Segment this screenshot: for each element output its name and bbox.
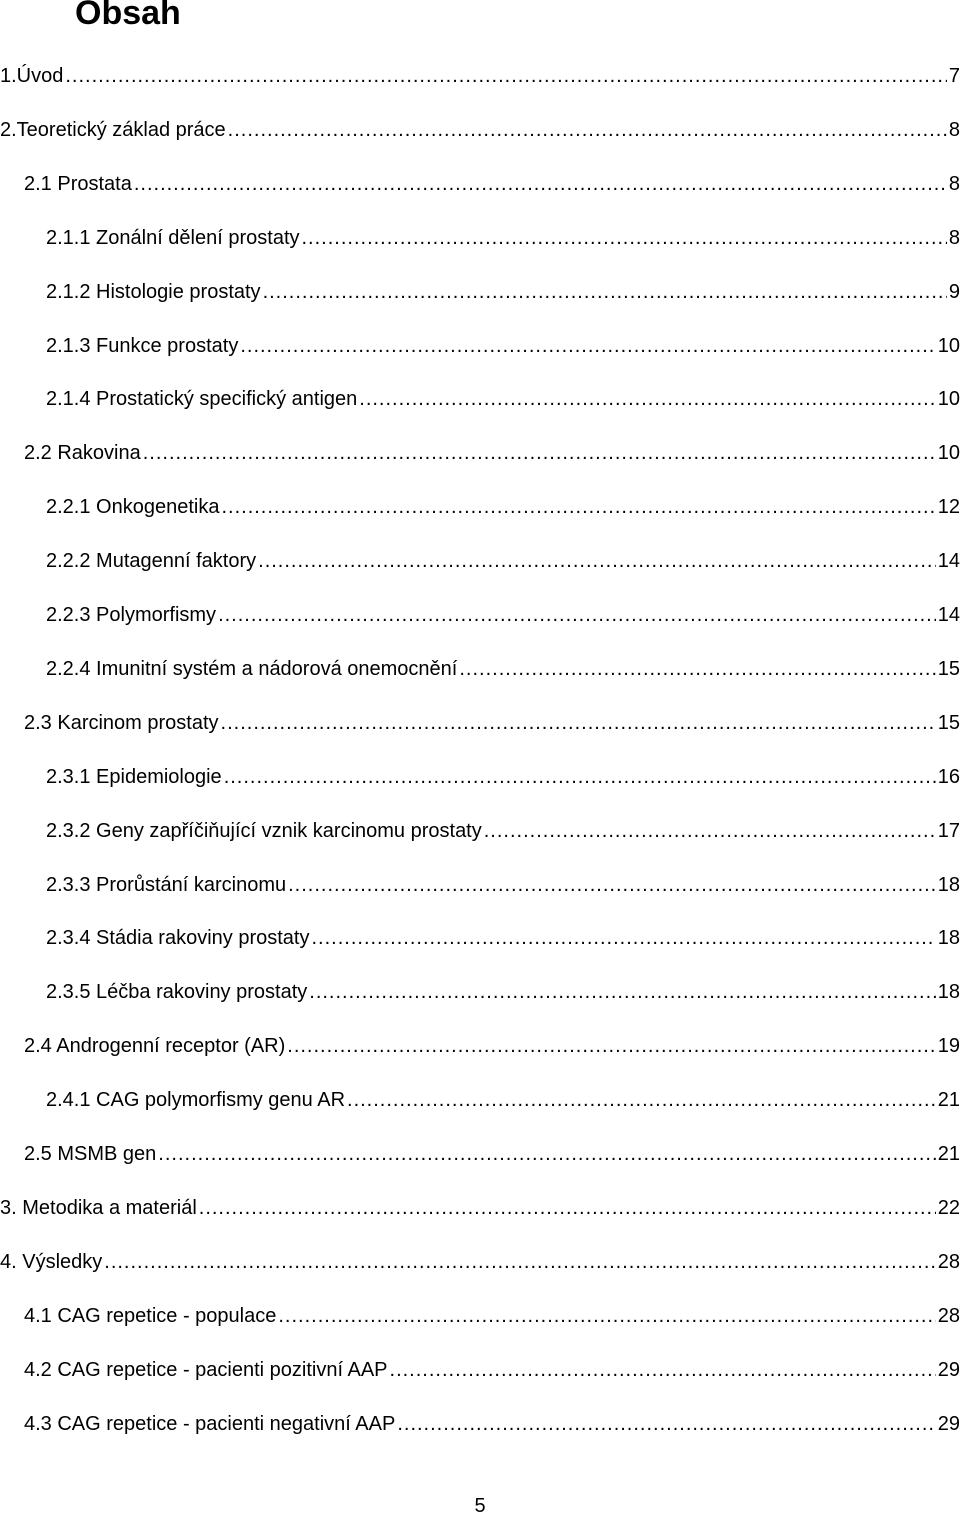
- dot-leader: [287, 1034, 935, 1058]
- toc-entry-label: 2.3.3 Prorůstání karcinomu: [46, 873, 287, 896]
- toc-entry-label: 2.4 Androgenní receptor (AR): [24, 1035, 286, 1058]
- toc-entry-page: 14: [937, 550, 960, 573]
- toc-entry-label: 4.3 CAG repetice - pacienti negativní AAP: [24, 1412, 396, 1435]
- toc-entry-page: 22: [937, 1196, 960, 1219]
- toc-entry-page: 19: [937, 1035, 960, 1058]
- dot-leader: [484, 819, 936, 843]
- toc-entry[interactable]: [46, 926, 960, 950]
- toc-entry[interactable]: [46, 495, 960, 519]
- toc-entry[interactable]: [46, 549, 960, 573]
- toc-entry-page: 9: [948, 280, 960, 303]
- toc-entry[interactable]: [46, 1088, 960, 1112]
- dot-leader: [263, 280, 947, 304]
- toc-entry-page: 10: [937, 388, 960, 411]
- dot-leader: [278, 1304, 935, 1328]
- dot-leader: [309, 980, 935, 1004]
- toc-entry-page: 15: [937, 657, 960, 680]
- toc-entry-page: 14: [937, 604, 960, 626]
- toc-entry-label: 2.2.4 Imunitní systém a nádorová onemocnění: [46, 657, 458, 680]
- dot-leader: [224, 765, 936, 789]
- toc-entry-label: 2.2.1 Onkogenetika: [46, 496, 220, 519]
- toc-entry[interactable]: [24, 441, 960, 465]
- toc-entry[interactable]: [46, 280, 960, 304]
- toc-entry[interactable]: [24, 1034, 960, 1058]
- toc-entry-label: 2.5 MSMB gen: [24, 1143, 157, 1165]
- dot-leader: [228, 118, 947, 142]
- toc-entry[interactable]: [46, 765, 960, 789]
- toc-entry-label: 4.2 CAG repetice - pacienti pozitivní AAP: [24, 1358, 388, 1381]
- dot-leader: [390, 1358, 936, 1382]
- dot-leader: [288, 873, 936, 897]
- toc-entry-label: 2.2.3 Polymorfismy: [46, 604, 217, 626]
- toc-entry-page: 7: [948, 65, 960, 87]
- page-number: 5: [474, 1495, 486, 1517]
- toc-entry-page: 21: [937, 1089, 960, 1112]
- toc-entry[interactable]: [46, 226, 960, 250]
- dot-leader: [459, 657, 935, 681]
- toc-entry-label: 2.3.2 Geny zapříčiňující vznik karcinomu prostaty: [46, 819, 482, 842]
- toc-entry[interactable]: [46, 819, 960, 843]
- toc-entry-label: 4. Výsledky: [0, 1250, 103, 1273]
- toc-entry[interactable]: [0, 1250, 960, 1274]
- toc-entry-page: 21: [937, 1143, 960, 1165]
- toc-entry[interactable]: [24, 711, 960, 735]
- toc-entry-page: 29: [937, 1412, 960, 1435]
- toc-entry-label: 2.2.2 Mutagenní faktory: [46, 550, 257, 573]
- dot-leader: [258, 549, 936, 573]
- toc-entry-label: 4.1 CAG repetice - populace: [24, 1304, 277, 1327]
- dot-leader: [134, 172, 947, 196]
- toc-entry-label: 2.2 Rakovina: [24, 442, 141, 465]
- toc-entry-label: 2.1 Prostata: [24, 172, 132, 195]
- toc-entry-page: 17: [937, 819, 960, 842]
- toc-entry-page: 28: [937, 1304, 960, 1327]
- toc-entry[interactable]: [46, 387, 960, 411]
- toc-entry-label: 2.1.1 Zonální dělení prostaty: [46, 226, 300, 249]
- dot-leader: [311, 926, 935, 950]
- toc-entry[interactable]: [46, 334, 960, 358]
- dot-leader: [218, 603, 936, 627]
- toc-entry-page: 8: [948, 226, 960, 249]
- toc-entry-label: 3. Metodika a materiál: [0, 1196, 197, 1219]
- dot-leader: [302, 226, 947, 250]
- dot-leader: [199, 1196, 936, 1220]
- toc-entry-page: 18: [937, 981, 960, 1004]
- toc-entry-label: 2.3.5 Léčba rakoviny prostaty: [46, 981, 308, 1004]
- dot-leader: [397, 1412, 935, 1436]
- toc-entry-label: 2.3 Karcinom prostaty: [24, 711, 219, 734]
- toc-entry-page: 12: [937, 496, 960, 519]
- toc-entry-page: 15: [937, 711, 960, 734]
- dot-leader: [221, 495, 935, 519]
- toc-entry-label: 1.Úvod: [0, 65, 64, 87]
- toc-entry-label: 2.3.1 Epidemiologie: [46, 765, 222, 788]
- toc-entry[interactable]: [24, 1412, 960, 1436]
- dot-leader: [65, 64, 947, 88]
- page-title: Obsah: [75, 0, 181, 32]
- toc-entry[interactable]: [0, 1196, 960, 1220]
- toc-entry-page: 18: [937, 873, 960, 896]
- dot-leader: [104, 1250, 935, 1274]
- dot-leader: [347, 1088, 936, 1112]
- toc-entry-page: 29: [937, 1358, 960, 1381]
- toc-entry-label: 2.1.3 Funkce prostaty: [46, 334, 239, 357]
- toc-entry[interactable]: [0, 118, 960, 142]
- toc-entry-label: 2.4.1 CAG polymorfismy genu AR: [46, 1089, 346, 1112]
- dot-leader: [143, 441, 936, 465]
- toc-entry-page: 8: [948, 172, 960, 195]
- dot-leader: [359, 387, 935, 411]
- toc-entry-page: 8: [948, 118, 960, 141]
- dot-leader: [240, 334, 935, 358]
- toc-entry-label: 2.1.2 Histologie prostaty: [46, 280, 261, 303]
- toc-entry[interactable]: [0, 64, 960, 88]
- toc-entry[interactable]: [46, 603, 960, 627]
- toc-entry-page: 16: [937, 765, 960, 788]
- dot-leader: [158, 1142, 935, 1166]
- toc-entry-label: 2.1.4 Prostatický specifický antigen: [46, 388, 358, 411]
- toc-entry[interactable]: [24, 1142, 960, 1166]
- toc-entry-page: 28: [937, 1250, 960, 1273]
- dot-leader: [221, 711, 936, 735]
- toc-entry-label: 2.3.4 Stádia rakoviny prostaty: [46, 927, 310, 950]
- toc-entry-page: 10: [937, 442, 960, 465]
- toc-entry[interactable]: [46, 657, 960, 681]
- toc-entry-page: 10: [937, 334, 960, 357]
- toc-entry-label: 2.Teoretický základ práce: [0, 118, 226, 141]
- toc-entry-page: 18: [937, 927, 960, 950]
- toc-entry[interactable]: [46, 873, 960, 897]
- toc-entry[interactable]: [24, 1304, 960, 1328]
- toc-entry[interactable]: [24, 172, 960, 196]
- toc-entry[interactable]: [24, 1358, 960, 1382]
- toc-entry[interactable]: [46, 980, 960, 1004]
